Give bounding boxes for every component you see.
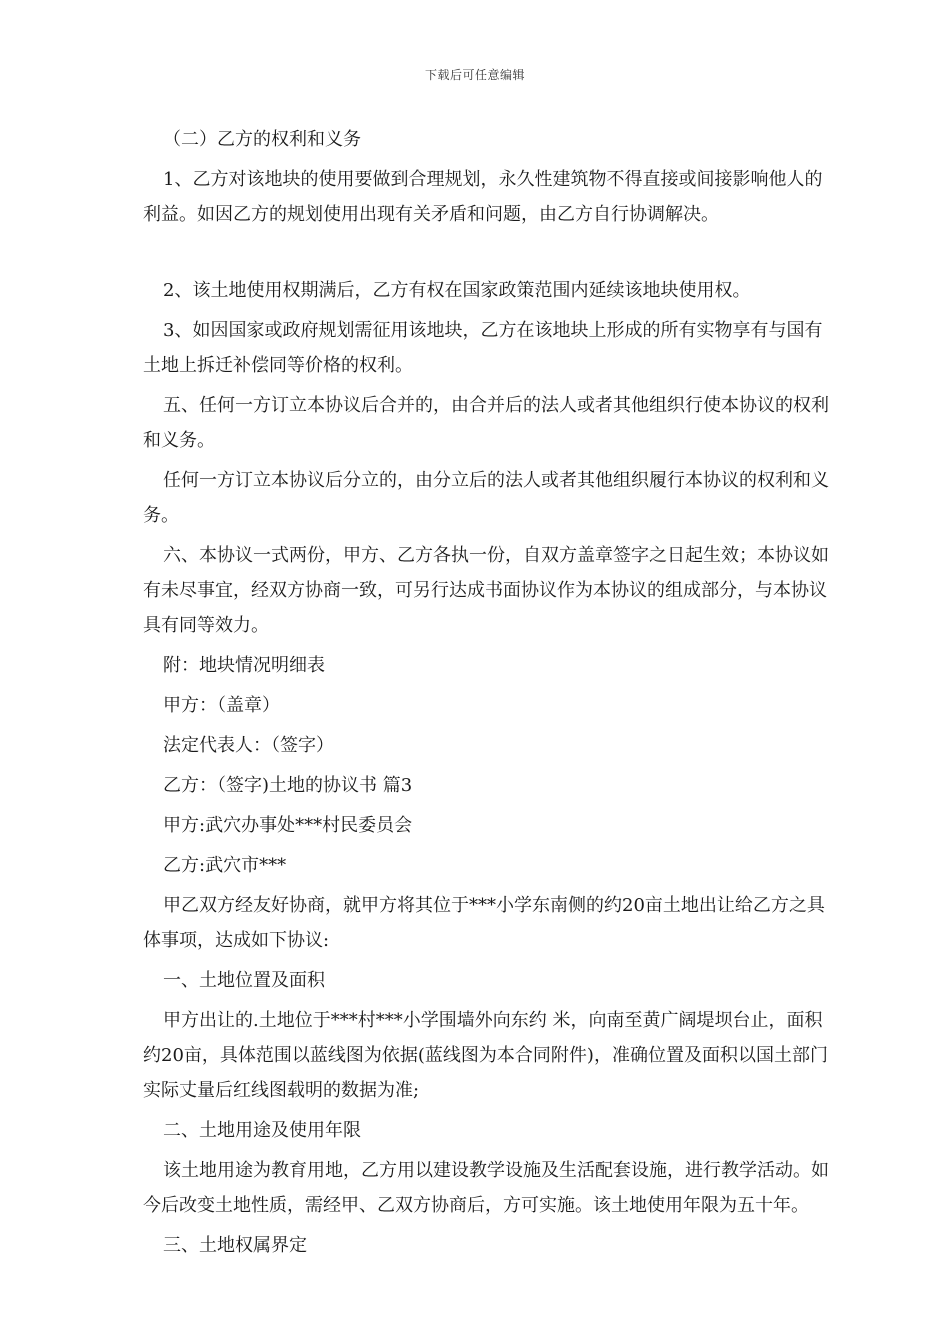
location-area-text: 甲方出让的.土地位于***村***小学围墙外向东约 米，向南至黄广阔堤坝台止，面积约20亩，具体范围以蓝线图为依据(蓝线图为本合同附件)，准确位置及面积以国土部门实际丈量后红线图载明的数据为准; — [143, 1010, 828, 1101]
use-term-text: 该土地用途为教育用地，乙方用以建设教学设施及生活配套设施，进行教学活动。如今后改变土地性质，需经甲、乙双方协商后，方可实施。该土地使用年限为五十年。 — [143, 1160, 829, 1216]
agreement-preamble: 甲乙双方经友好协商，就甲方将其位于***小学东南侧的约20亩土地出让给乙方之具体事项，达成如下协议: — [143, 895, 825, 951]
attachment-note: 附：地块情况明细表 — [163, 655, 325, 676]
section-heading-use-term: 二、土地用途及使用年限 — [163, 1120, 361, 1141]
party-b-name: 乙方:武穴市*** — [163, 855, 287, 876]
page-header: 下载后可任意编辑 — [424, 68, 525, 82]
section-heading-party-b-rights: （二）乙方的权利和义务 — [163, 129, 361, 150]
article-5-division: 任何一方订立本协议后分立的，由分立后的法人或者其他组织履行本协议的权利和义务。 — [143, 470, 829, 526]
document-body — [143, 122, 833, 1268]
clause-3-requisition: 3、如因国家或政府规划需征用该地块，乙方在该地块上形成的所有实物享有与国有土地上拆迁补偿同等价格的权利。 — [143, 320, 823, 376]
party-a-name: 甲方:武穴办事处***村民委员会 — [163, 815, 413, 836]
legal-representative-line: 法定代表人：（签字） — [163, 735, 334, 756]
article-6-copies: 六、本协议一式两份，甲方、乙方各执一份，自双方盖章签字之日起生效；本协议如有未尽事宜，经双方协商一致，可另行达成书面协议作为本协议的组成部分，与本协议具有同等效力。 — [143, 545, 829, 636]
party-b-signature-line: 乙方：（签字)土地的协议书 篇3 — [163, 775, 413, 796]
article-5-merger: 五、任何一方订立本协议后合并的，由合并后的法人或者其他组织行使本协议的权利和义务。 — [143, 395, 829, 451]
section-heading-ownership: 三、土地权属界定 — [163, 1235, 307, 1256]
blank-line — [143, 237, 833, 273]
section-heading-location-area: 一、土地位置及面积 — [163, 970, 325, 991]
clause-2-renewal: 2、该土地使用权期满后，乙方有权在国家政策范围内延续该地块使用权。 — [163, 280, 751, 301]
clause-1-planning: 1、乙方对该地块的使用要做到合理规划，永久性建筑物不得直接或间接影响他人的利益。如因乙方的规划使用出现有关矛盾和问题，由乙方自行协调解决。 — [143, 169, 823, 225]
party-a-seal-line: 甲方：（盖章） — [163, 695, 280, 716]
